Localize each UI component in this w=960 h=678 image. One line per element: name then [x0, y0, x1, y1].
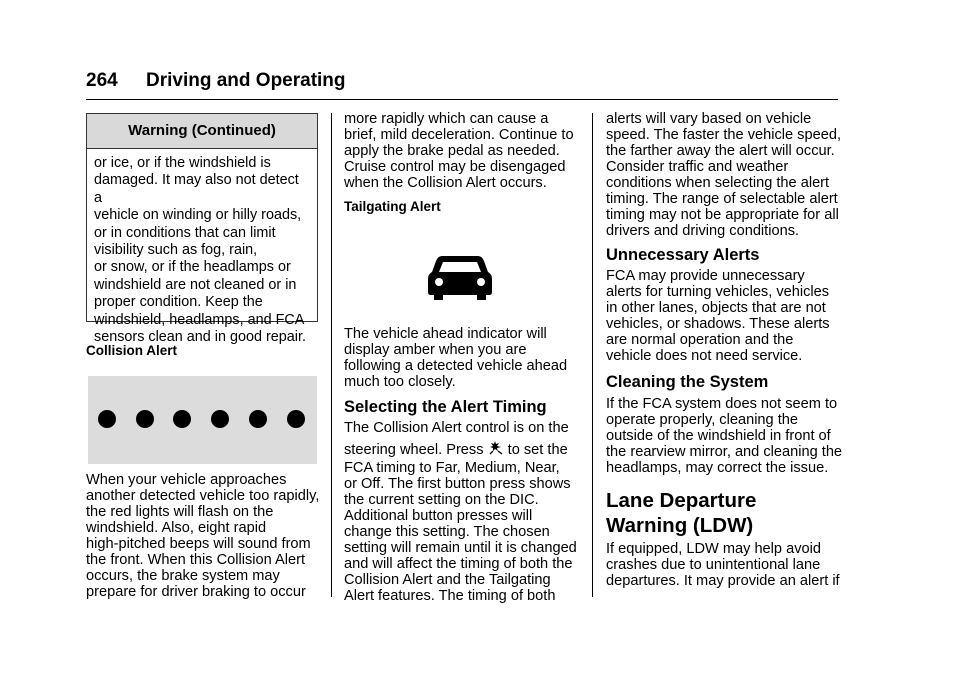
text-line: crashes due to unintentional lane	[606, 557, 821, 573]
text-line: outside of the windshield in front of	[606, 428, 831, 444]
warning-line: proper condition. Keep the	[94, 294, 263, 311]
text-line: conditions when selecting the alert	[606, 175, 830, 191]
cleaning-paragraph	[606, 396, 846, 476]
cleaning-heading: Cleaning the System	[606, 373, 769, 391]
text-line: the current setting on the DIC.	[344, 492, 539, 508]
text-line: vehicle does not need service.	[606, 348, 803, 364]
text-line: timing may not be appropriate for all	[606, 207, 839, 223]
text-line: apply the brake pedal as needed.	[344, 143, 560, 159]
header-rule	[86, 99, 838, 100]
warning-line: or snow, or if the headlamps or	[94, 259, 291, 276]
text-line: the red lights will flash on the	[86, 504, 274, 520]
text-line: occurs, the brake system may	[86, 568, 280, 584]
text-line: the rearview mirror, and cleaning the	[606, 444, 843, 460]
collision-alert-heading: Collision Alert	[86, 343, 178, 358]
text-line: more rapidly which can cause a	[344, 111, 549, 127]
text-line: speed. The faster the vehicle speed,	[606, 127, 842, 143]
warning-body	[87, 149, 317, 346]
text-line: change this setting. The chosen	[344, 524, 550, 540]
warning-line: windshield are not cleaned or in	[94, 276, 297, 293]
warning-line: visibility such as fog, rain,	[94, 242, 258, 259]
text-line: alerts for turning vehicles, vehicles	[606, 284, 830, 300]
text-line: If equipped, LDW may help avoid	[606, 541, 821, 557]
text-line: drivers and driving conditions.	[606, 223, 800, 239]
text-line: FCA may provide unnecessary	[606, 268, 805, 284]
alert-timing-heading: Selecting the Alert Timing	[344, 398, 547, 416]
tailgating-alert-heading: Tailgating Alert	[344, 199, 441, 214]
text-line: brief, mild deceleration. Continue to	[344, 127, 574, 143]
text-line: when the Collision Alert occurs.	[344, 175, 547, 191]
text-line: the farther away the alert will occur.	[606, 143, 835, 159]
text-line: headlamps, may correct the issue.	[606, 460, 829, 476]
unnecessary-alerts-paragraph	[606, 268, 846, 364]
text-line: following a detected vehicle ahead	[344, 358, 568, 374]
vehicle-ahead-icon	[428, 252, 492, 302]
text-line: alerts will vary based on vehicle	[606, 111, 812, 127]
collision-alert-paragraph	[86, 472, 326, 600]
ldw-heading	[606, 488, 756, 538]
alert-timing-paragraph	[344, 420, 584, 604]
text-line: The Collision Alert control is on the	[344, 420, 569, 436]
text-line: windshield. Also, eight rapid	[86, 520, 267, 536]
warning-line: or ice, or if the windshield is	[94, 155, 271, 171]
text-line: operate properly, cleaning the	[606, 412, 799, 428]
warning-box	[86, 113, 318, 346]
text-line: prepare for driver braking to occur	[86, 584, 306, 600]
page-header	[86, 70, 346, 92]
text-line: Consider traffic and weather	[606, 159, 789, 175]
text-line: Cruise control may be disengaged	[344, 159, 566, 175]
ldw-paragraph	[606, 541, 846, 589]
red-light-icon	[249, 410, 267, 428]
timing-continued-paragraph	[606, 111, 846, 239]
indicator-paragraph	[344, 326, 584, 390]
text-line: high-pitched beeps will sound from	[86, 536, 311, 552]
text-line: are normal operation and the	[606, 332, 794, 348]
text-line: departures. It may provide an alert if	[606, 573, 840, 589]
text-line: another detected vehicle too rapidly,	[86, 488, 320, 504]
text-line: setting will remain until it is changed	[344, 540, 577, 556]
red-light-icon	[98, 410, 116, 428]
collision-continued-paragraph	[344, 111, 584, 191]
ldw-heading-line: Warning (LDW)	[606, 514, 754, 537]
warning-line: sensors clean and in good repair.	[94, 329, 307, 346]
text-line: The vehicle ahead indicator will	[344, 326, 547, 342]
text-line: display amber when you are	[344, 342, 527, 358]
page-number: 264	[86, 70, 118, 91]
text-line: much too closely.	[344, 374, 456, 390]
warning-line: or in conditions that can limit	[94, 224, 276, 241]
text-line: Additional button presses will	[344, 508, 533, 524]
text-fragment: steering wheel. Press	[344, 442, 484, 458]
text-line: timing. The range of selectable alert	[606, 191, 838, 207]
text-line: in other lanes, objects that are not	[606, 300, 826, 316]
warning-line: vehicle on winding or hilly roads,	[94, 207, 302, 224]
unnecessary-alerts-heading: Unnecessary Alerts	[606, 246, 760, 264]
text-line: and will affect the timing of both the	[344, 556, 573, 572]
ldw-heading-line: Lane Departure	[606, 489, 757, 512]
text-line: When your vehicle approaches	[86, 472, 287, 488]
red-light-icon	[287, 410, 305, 428]
warning-line: damaged. It may also not detect a	[94, 172, 299, 206]
text-line: vehicles, or shadows. These alerts	[606, 316, 830, 332]
collision-alert-button-icon	[489, 441, 503, 455]
red-light-icon	[211, 410, 229, 428]
text-line: or Off. The first button press shows	[344, 476, 571, 492]
text-line: the front. When this Collision Alert	[86, 552, 306, 568]
page-title: Driving and Operating	[146, 70, 346, 91]
column-divider-1	[331, 113, 332, 597]
red-light-icon	[173, 410, 191, 428]
text-line: Collision Alert and the Tailgating	[344, 572, 551, 588]
text-line: FCA timing to Far, Medium, Near,	[344, 460, 560, 476]
text-line: Alert features. The timing of both	[344, 588, 556, 604]
column-divider-2	[592, 113, 593, 597]
text-line-with-icon	[344, 441, 584, 458]
text-line: If the FCA system does not seem to	[606, 396, 838, 412]
text-fragment: to set the	[507, 442, 568, 458]
warning-line: windshield, headlamps, and FCA	[94, 311, 305, 328]
red-light-icon	[136, 410, 154, 428]
warning-title: Warning (Continued)	[87, 114, 317, 149]
collision-lights-illustration	[88, 376, 317, 464]
